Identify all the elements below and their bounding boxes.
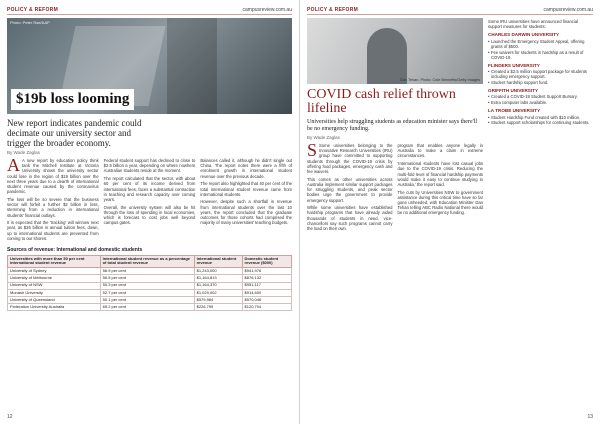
university-heading: GRIFFITH UNIVERSITY	[488, 88, 539, 94]
paragraph: 'International students have lost casual jobs due to the COVID-19 crisis. Reducing the multi-fold level of financial hardship payments would make it easy to continue studying in Australia,' the report said.	[397, 161, 483, 187]
table-cell: $226,799	[194, 304, 242, 311]
byline: By Wade Zaglas	[307, 135, 340, 140]
support-list	[488, 115, 593, 126]
table-cell: 56.5 per cent	[100, 275, 194, 282]
paragraph: The cuts by Universities NSW to government assistance during this critical time have so far gone unheeded, with Education Minister Dan Tehan telling ABC Radio National there would be no additional emergency funding.	[397, 189, 483, 216]
table-cell: $876,132	[242, 275, 291, 282]
photo-caption: Dan Tehan. Photo: Cole Bennetts/Getty Images	[400, 78, 480, 82]
university-heading: LA TROBE UNIVERSITY	[488, 108, 541, 114]
university-heading: CHARLES DARWIN UNIVERSITY	[488, 32, 560, 38]
table-row	[8, 275, 292, 282]
paragraph: However, despite such a shortfall in revenue from international students over the last 10 years, the report concluded that the graduate outcomes for those cohorts had comprised the majority of many universities' teaching budgets.	[200, 199, 293, 226]
byline: By Wade Zaglas	[7, 150, 40, 155]
table-cell: Federation University Australia	[8, 304, 101, 311]
table-row	[8, 282, 292, 289]
list-item: • Launched the Emergency Student Appeal, offering grants of $500.	[488, 39, 593, 49]
table-title: Sources of revenue: International and domestic students	[7, 246, 143, 253]
table-body	[8, 268, 292, 311]
section-label: POLICY & REFORM	[307, 7, 359, 13]
table-cell: $1,243,000	[194, 268, 242, 275]
table-cell: Monash University	[8, 289, 101, 296]
paragraph: Overall, the university system will also be hit through the loss of spending in local economies, which is forecast to cost jobs well beyond campus gates.	[103, 204, 196, 226]
list-item: • Extra computer labs available.	[488, 100, 593, 105]
sidebar-column	[488, 15, 593, 234]
support-list	[488, 39, 593, 60]
paragraph: While some universities have established hardship programs that have already aided thousands of students in need, vice-chancellors say such programs cannot carry the load on their own.	[307, 205, 393, 232]
paragraph: The report calculated that the sector, with about 60 per cent of its income derived from international fees, faces a substantial contraction in teaching and research capacity over coming years.	[103, 176, 196, 202]
column-3	[200, 158, 292, 244]
article-columns	[7, 155, 293, 244]
paragraph: program that enables anyone legally in Australia to make a claim in extreme circumstances.	[397, 143, 483, 159]
column-1	[307, 140, 393, 234]
column-1	[7, 155, 99, 244]
paragraph: A A new report by education policy think tank the Mitchell Institute at Victoria University shows the university sector could lose in the region of $19 billion over the next three years due to a dearth of international student revenue caused by the coronavirus pandemic.	[7, 155, 99, 195]
paragraph: S Some universities belonging to the Innovative Research Universities (IRU) group have committed to supporting students through the COVID-19 crisis by offering food packages, emergency cash and fee waivers.	[307, 140, 393, 175]
site-url: campusreview.com.au	[543, 7, 593, 13]
table-header: Universities with more than 50 per cent international student revenue	[8, 255, 101, 268]
list-item: • Student Hardship Fund created with $10 million.	[488, 115, 593, 120]
table-cell: University of Sydney	[8, 268, 101, 275]
photo-credit: Photo: Peter Rae/AAP	[10, 20, 50, 25]
table-cell: University of NSW	[8, 282, 101, 289]
table-header: International student revenue	[194, 255, 242, 268]
table-cell: 50.3 per cent	[100, 282, 194, 289]
column-2	[104, 158, 196, 244]
table-header-row	[8, 255, 292, 268]
list-item: • Created a $2.5 million support package for students including emergency support.	[488, 69, 593, 79]
table-row	[8, 268, 292, 275]
story-deck: Universities help struggling students as education minister says there'll be no emergency funding.	[307, 119, 478, 132]
support-list	[488, 69, 593, 85]
page-number: 13	[587, 414, 593, 420]
site-url: campusreview.com.au	[242, 7, 292, 13]
table-cell: $914,600	[242, 289, 291, 296]
table-cell: 56.9 per cent	[100, 268, 194, 275]
table-row	[8, 304, 292, 311]
table-row	[8, 289, 292, 296]
list-item: • Student support scholarships for continuing students.	[488, 120, 593, 125]
table-cell: University of Queensland	[8, 296, 101, 303]
list-item: • Student hardship support fund.	[488, 80, 593, 85]
list-item: • Created a COVID-19 Student Support Bursary.	[488, 94, 593, 99]
table-cell: $579,984	[194, 296, 242, 303]
table-cell: University of Melbourne	[8, 275, 101, 282]
table-cell: $1,029,002	[194, 289, 242, 296]
support-list	[488, 94, 593, 105]
story-photo	[307, 18, 483, 84]
paragraph: The loss will be so severe that the business sector will forfeit a further $2 billion in loss, stemming from a reduction in international students' financial outlays.	[7, 196, 99, 218]
paragraph: Balances called it, although he didn't single out China. The report notes there were a fifth of enrolment growth in international student revenue over the previous decade.	[200, 158, 293, 179]
story-columns	[307, 140, 483, 234]
table-header: Domestic student revenue ($000)	[242, 255, 291, 268]
main-story	[307, 15, 483, 234]
paragraph: The report also highlighted that 40 per cent of the total international student revenue came from international students.	[200, 181, 293, 197]
table-cell: 50.1 per cent	[100, 296, 194, 303]
table-cell: $570,046	[242, 296, 291, 303]
table-header: International student revenue as a percentage of total student revenue	[100, 255, 194, 268]
running-header	[7, 6, 292, 15]
table-cell: 65.2 per cent	[100, 304, 194, 311]
story-headline: COVID cash relief thrown lifeline	[307, 87, 456, 116]
right-page	[300, 0, 600, 424]
right-layout	[307, 15, 593, 234]
drop-cap: A	[7, 155, 20, 175]
article-deck: New report indicates pandemic could decimate our university sector and trigger the broader economy.	[7, 118, 142, 148]
table-cell: $941,976	[242, 268, 291, 275]
table-cell: $1,164,813	[194, 275, 242, 282]
page-number: 12	[7, 414, 13, 420]
table-cell: $951,117	[242, 282, 291, 289]
table-cell: $1,164,370	[194, 282, 242, 289]
list-item: • Fee waivers for students in hardship as a result of COVID-19.	[488, 50, 593, 60]
table-row	[8, 296, 292, 303]
paragraph: It is expected that the 'tracking' will winnow next year, as $26 billion in annual tuition fees, down, up to international students are prevented from coming to our shores.	[7, 220, 99, 241]
table-cell: 52.7 per cent	[100, 289, 194, 296]
column-2	[398, 143, 484, 234]
hero-photo	[7, 18, 292, 114]
revenue-table	[7, 255, 292, 312]
paragraph: This comes as other universities across Australia implement similar support packages for struggling students, and peak sector bodies urge the government to provide emergency support.	[307, 176, 393, 203]
paragraph: Federal student support has declined to close to $2.5 billion a year, depending on where nowhere Australian students reside at the moment.	[103, 158, 196, 174]
headline-stamp: $19b loss looming	[11, 89, 134, 110]
section-label: POLICY & REFORM	[7, 7, 59, 13]
table-cell: $120,704	[242, 304, 291, 311]
university-heading: FLINDERS UNIVERSITY	[488, 62, 540, 68]
running-header	[307, 6, 593, 15]
sidebar-intro: Some IRU universities have announced financial support measures for students:	[488, 19, 579, 30]
drop-cap: S	[307, 140, 318, 160]
